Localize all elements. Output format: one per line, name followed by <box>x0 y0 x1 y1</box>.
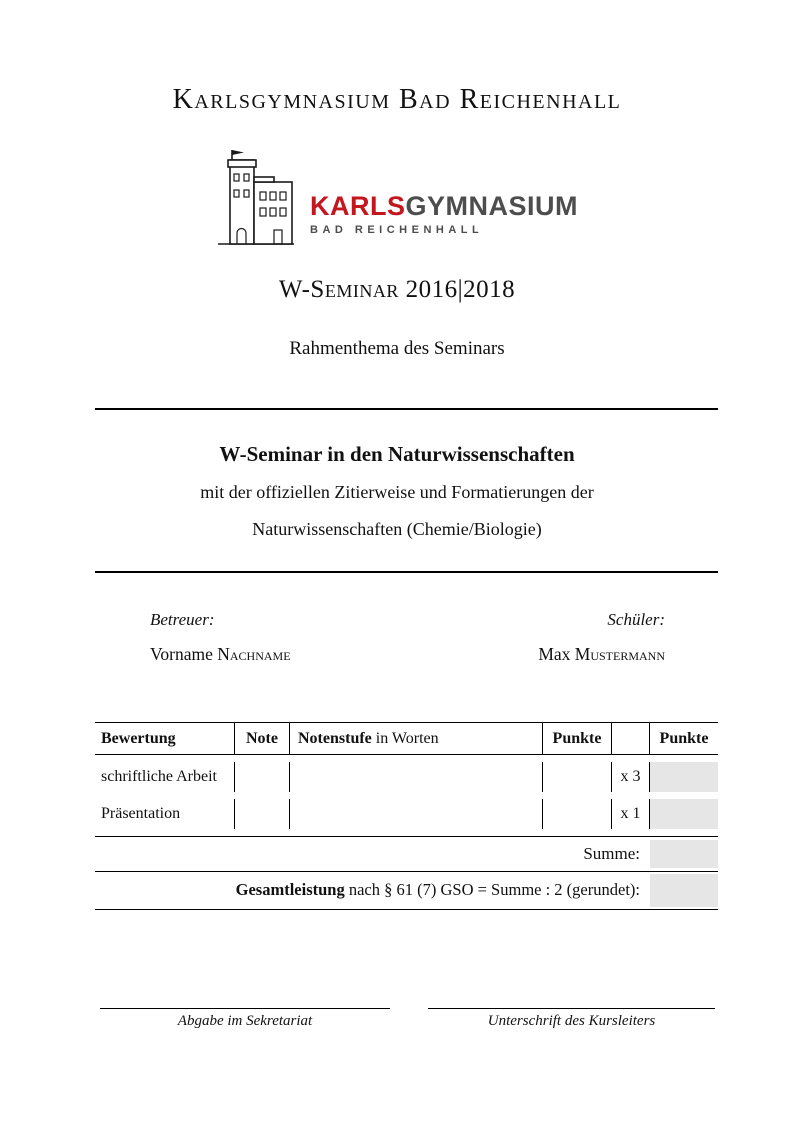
notenstufe-cell-empty <box>290 762 543 792</box>
header-factor-spacer <box>612 723 650 754</box>
gesamtleistung-row <box>95 872 718 910</box>
schueler-last-name: Mustermann <box>574 644 665 664</box>
divider-bottom <box>95 571 718 573</box>
logo-subline: BAD REICHENHALL <box>310 224 484 236</box>
header-notenstufe <box>290 723 543 754</box>
building-icon <box>216 148 296 248</box>
logo-brand-red: KARLS <box>310 191 406 221</box>
header-bewertung: Bewertung <box>95 723 235 754</box>
schueler-label: Schüler: <box>607 610 665 629</box>
topic-title: W-Seminar in den Naturwissenschaften <box>219 442 575 466</box>
summe-result-cell <box>650 840 718 868</box>
betreuer-last-name: Nachname <box>217 644 291 664</box>
betreuer-first-name: Vorname <box>150 644 213 664</box>
punkte-cell-empty <box>543 762 612 792</box>
schueler-name <box>538 644 665 665</box>
header-punkte-2: Punkte <box>659 730 709 747</box>
divider-top <box>95 408 718 410</box>
row-label: schriftliche Arbeit <box>95 762 235 792</box>
table-header-row <box>95 722 718 755</box>
topic-line3: Naturwissenschaften (Chemie/Biologie) <box>252 519 542 539</box>
note-cell-empty <box>235 762 290 792</box>
topic-line2: mit der offiziellen Zitierweise und Formatierungen der <box>200 482 594 502</box>
punkte-result-cell <box>650 762 718 792</box>
betreuer-label: Betreuer: <box>150 610 215 629</box>
header-notenstufe-bold: Notenstufe <box>298 730 372 747</box>
factor-cell: x 1 <box>612 799 650 829</box>
seminar-subtitle: Rahmenthema des Seminars <box>289 338 505 359</box>
table-row-praesentation <box>95 799 718 829</box>
signature-label-left: Abgabe im Sekretariat <box>177 1013 313 1029</box>
notenstufe-cell-empty <box>290 799 543 829</box>
schueler-block <box>538 610 665 665</box>
header-punkte-1: Punkte <box>543 723 612 754</box>
note-cell-empty <box>235 799 290 829</box>
logo-brand-line <box>310 193 578 220</box>
summe-row <box>95 836 718 872</box>
header-note: Note <box>235 723 290 754</box>
signature-label-right: Unterschrift des Kursleiters <box>487 1013 656 1029</box>
gesamtleistung-label <box>95 872 650 909</box>
betreuer-block <box>150 610 291 665</box>
school-title: Karlsgymnasium Bad Reichenhall <box>172 84 622 115</box>
gesamtleistung-rest: nach § 61 (7) GSO = Summe : 2 (gerundet): <box>348 880 640 899</box>
factor-cell: x 3 <box>612 762 650 792</box>
header-notenstufe-rest: in Worten <box>375 730 439 747</box>
logo-brand-gray: GYMNASIUM <box>405 191 578 221</box>
signature-line-left <box>100 1008 390 1030</box>
punkte-result-cell <box>650 799 718 829</box>
schueler-first-name: Max <box>538 644 571 664</box>
punkte-cell-empty <box>543 799 612 829</box>
seminar-title: W-Seminar 2016|2018 <box>278 276 516 303</box>
summe-label: Summe: <box>583 844 640 863</box>
school-logo <box>0 148 794 248</box>
row-label: Präsentation <box>95 799 235 829</box>
table-row-schriftliche-arbeit <box>95 762 718 792</box>
betreuer-name <box>150 644 291 665</box>
grading-table <box>95 722 718 910</box>
signature-line-right <box>428 1008 715 1030</box>
logo-text <box>310 193 578 236</box>
gesamtleistung-bold: Gesamtleistung <box>235 880 345 899</box>
gesamtleistung-result-cell <box>650 874 718 907</box>
